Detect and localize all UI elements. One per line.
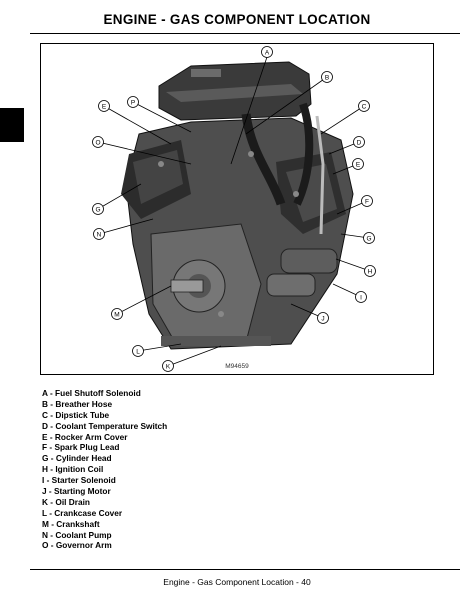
- callout-d: [354, 137, 365, 148]
- legend-item: G - Cylinder Head: [42, 453, 112, 464]
- page-footer: Engine - Gas Component Location - 40: [163, 577, 311, 587]
- callout-a: [262, 47, 273, 58]
- legend-item: L - Crankcase Cover: [42, 507, 123, 518]
- legend-item: C - Dipstick Tube: [42, 409, 110, 420]
- callout-l: [133, 346, 144, 357]
- legend-item: A - Fuel Shutoff Solenoid: [42, 388, 141, 398]
- callout-h: [365, 266, 376, 277]
- page-title: ENGINE - GAS COMPONENT LOCATION: [103, 12, 371, 27]
- callout-f: [362, 196, 373, 207]
- legend-item: O - Governor Arm: [42, 540, 112, 551]
- svg-text:O: O: [95, 139, 101, 147]
- legend-item: M - Crankshaft: [42, 518, 100, 529]
- callout-e: [353, 159, 364, 170]
- svg-text:F: F: [365, 198, 369, 206]
- starting-motor: [281, 249, 337, 273]
- svg-text:G: G: [95, 206, 101, 214]
- legend-item: E - Rocker Arm Cover: [42, 431, 128, 442]
- callout-m: [112, 309, 123, 320]
- crankshaft: [171, 280, 203, 292]
- svg-text:E: E: [355, 161, 361, 169]
- engine-figure: [40, 43, 434, 375]
- header-rule: [30, 33, 460, 34]
- legend-item: K - Oil Drain: [42, 496, 90, 507]
- callout-p: [128, 97, 139, 108]
- footer-rule: [30, 569, 460, 570]
- legend-item: J - Starting Motor: [42, 486, 111, 497]
- svg-text:J: J: [321, 315, 325, 323]
- svg-text:P: P: [130, 99, 136, 107]
- svg-text:B: B: [324, 74, 330, 82]
- engine-illustration: [41, 44, 433, 374]
- legend-item: N - Coolant Pump: [42, 529, 112, 540]
- callout-n: [94, 229, 105, 240]
- callout-o: [93, 137, 104, 148]
- callout-c: [359, 101, 370, 112]
- legend-item: I - Starter Solenoid: [42, 475, 116, 486]
- svg-text:D: D: [356, 139, 362, 147]
- callout-g-left: [93, 204, 104, 215]
- legend-item: B - Breather Hose: [42, 398, 113, 409]
- svg-text:I: I: [360, 294, 362, 302]
- svg-text:G: G: [366, 235, 372, 243]
- legend-item: D - Coolant Temperature Switch: [42, 420, 168, 431]
- svg-text:L: L: [136, 348, 140, 356]
- callout-j: [318, 313, 329, 324]
- svg-text:K: K: [165, 363, 171, 371]
- svg-text:M: M: [114, 311, 120, 319]
- callout-e-left: [99, 101, 110, 112]
- svg-text:A: A: [264, 49, 270, 57]
- legend-item: H - Ignition Coil: [42, 464, 104, 475]
- section-tab: [0, 108, 24, 142]
- callout-b: [322, 72, 333, 83]
- legend-item: F - Spark Plug Lead: [42, 442, 120, 453]
- callout-g: [364, 233, 375, 244]
- svg-text:C: C: [361, 103, 367, 111]
- svg-text:H: H: [367, 268, 373, 276]
- component-legend: [42, 388, 167, 551]
- callout-i: [356, 292, 367, 303]
- figure-id: M94659: [225, 363, 249, 370]
- svg-text:E: E: [101, 103, 107, 111]
- svg-text:N: N: [96, 231, 102, 239]
